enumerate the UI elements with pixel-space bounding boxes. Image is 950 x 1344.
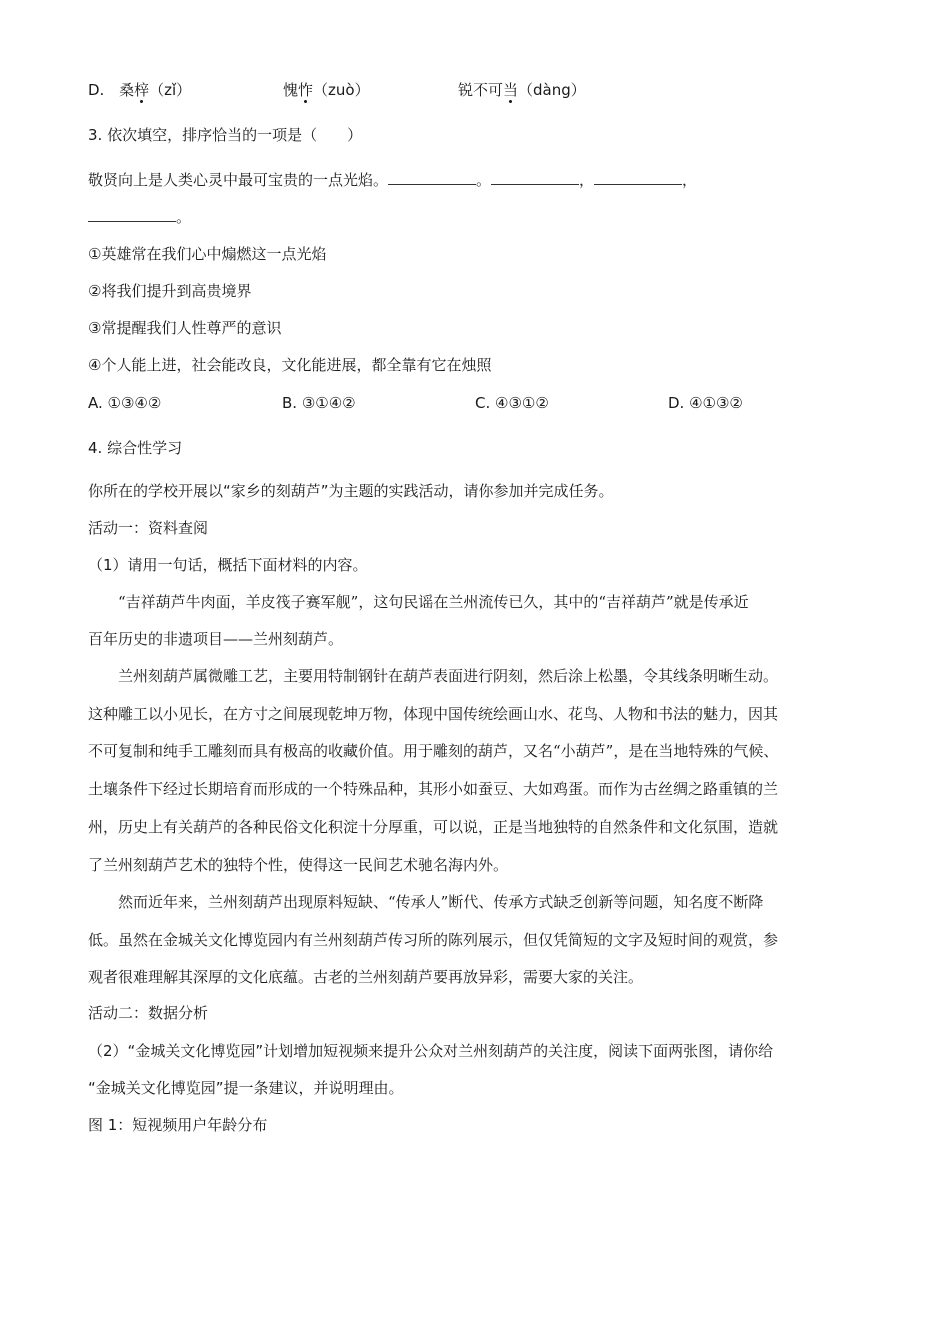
- passage-line: 观者很难理解其深厚的文化底蕴。古老的兰州刻葫芦要再放异彩，需要大家的关注。: [88, 968, 644, 986]
- activity-1-heading: 活动一：资料查阅: [88, 519, 209, 537]
- q3-item-1: ①英雄常在我们心中煽燃这一点光焰: [88, 245, 327, 263]
- emphasis-dot: 梓: [134, 81, 150, 99]
- passage-line: 了兰州刻葫芦艺术的独特个性，使得这一民间艺术驰名海内外。: [88, 856, 509, 874]
- q3-item-2: ②将我们提升到高贵境界: [88, 282, 252, 300]
- q3-option-d[interactable]: D. ④①③②: [668, 394, 743, 412]
- q2-option-d: [88, 80, 191, 100]
- passage-line: “吉祥葫芦牛肉面，羊皮筏子赛军舰”，这句民谣在兰州流传已久，其中的“吉祥葫芦”就是传承近: [118, 593, 749, 611]
- q3-stem-cont: 。: [88, 207, 191, 227]
- option-label: D.: [88, 81, 105, 99]
- fill-blank[interactable]: [491, 170, 579, 185]
- fill-blank[interactable]: [594, 170, 682, 185]
- word-sangzi: 桑梓（zǐ）: [119, 81, 192, 99]
- passage-line: 土壤条件下经过长期培育而形成的一个特殊品种，其形小如蚕豆、大如鸡蛋。而作为古丝绸之路重镇的兰: [88, 780, 779, 798]
- sub-question-1: （1）请用一句话，概括下面材料的内容。: [88, 556, 368, 574]
- q3-item-3: ③常提醒我们人性尊严的意识: [88, 319, 282, 337]
- passage-line: 然而近年来，兰州刻葫芦出现原料短缺、“传承人”断代、传承方式缺乏创新等问题，知名度不断降: [118, 893, 764, 911]
- fill-blank[interactable]: [388, 170, 476, 185]
- q3-title: 3. 依次填空，排序恰当的一项是（ ）: [88, 126, 363, 144]
- passage-line: 这种雕工以小见长，在方寸之间展现乾坤万物，体现中国传统绘画山水、花鸟、人物和书法的魅力，因其: [88, 705, 779, 723]
- sub-question-2: （2）“金城关文化博览园”计划增加短视频来提升公众对兰州刻葫芦的关注度，阅读下面两张图，请你给: [88, 1042, 774, 1060]
- q3-option-b[interactable]: B. ③①④②: [282, 394, 356, 412]
- q3-stem: 敬贤向上是人类心灵中最可宝贵的一点光焰。 。 ， ，: [88, 171, 698, 189]
- passage-line: 州，历史上有关葫芦的各种民俗文化积淀十分厚重，可以说，正是当地独特的自然条件和文化氛围，造就: [88, 818, 779, 836]
- q4-intro: 你所在的学校开展以“家乡的刻葫芦”为主题的实践活动，请你参加并完成任务。: [88, 482, 614, 500]
- passage-line: 低。虽然在金城关文化博览园内有兰州刻葫芦传习所的陈列展示，但仅凭简短的文字及短时间的观赏，参: [88, 931, 779, 949]
- passage-line: 百年历史的非遗项目——兰州刻葫芦。: [88, 630, 344, 648]
- word-ruibukedang: 锐不可当（dàng）: [458, 81, 586, 99]
- fill-blank[interactable]: [88, 207, 176, 222]
- activity-2-heading: 活动二：数据分析: [88, 1004, 209, 1022]
- word-kuizuo: 愧怍（zuò）: [283, 81, 370, 99]
- q3-option-c[interactable]: C. ④③①②: [475, 394, 549, 412]
- figure-1-caption: 图 1：短视频用户年龄分布: [88, 1116, 268, 1134]
- q3-option-a[interactable]: A. ①③④②: [88, 394, 162, 412]
- emphasis-dot: 怍: [298, 81, 314, 99]
- q3-item-4: ④个人能上进，社会能改良，文化能进展，都全靠有它在烛照: [88, 356, 492, 374]
- passage-line: 不可复制和纯手工雕刻而具有极高的收藏价值。用于雕刻的葫芦，又名“小葫芦”，是在当地特殊的气候、: [88, 742, 779, 760]
- emphasis-dot: 当: [503, 81, 519, 99]
- passage-line: 兰州刻葫芦属微雕工艺，主要用特制钢针在葫芦表面进行阴刻，然后涂上松墨，令其线条明晰生动。: [118, 667, 779, 685]
- sub-question-2-cont: “金城关文化博览园”提一条建议，并说明理由。: [88, 1079, 404, 1097]
- q4-title: 4. 综合性学习: [88, 439, 183, 457]
